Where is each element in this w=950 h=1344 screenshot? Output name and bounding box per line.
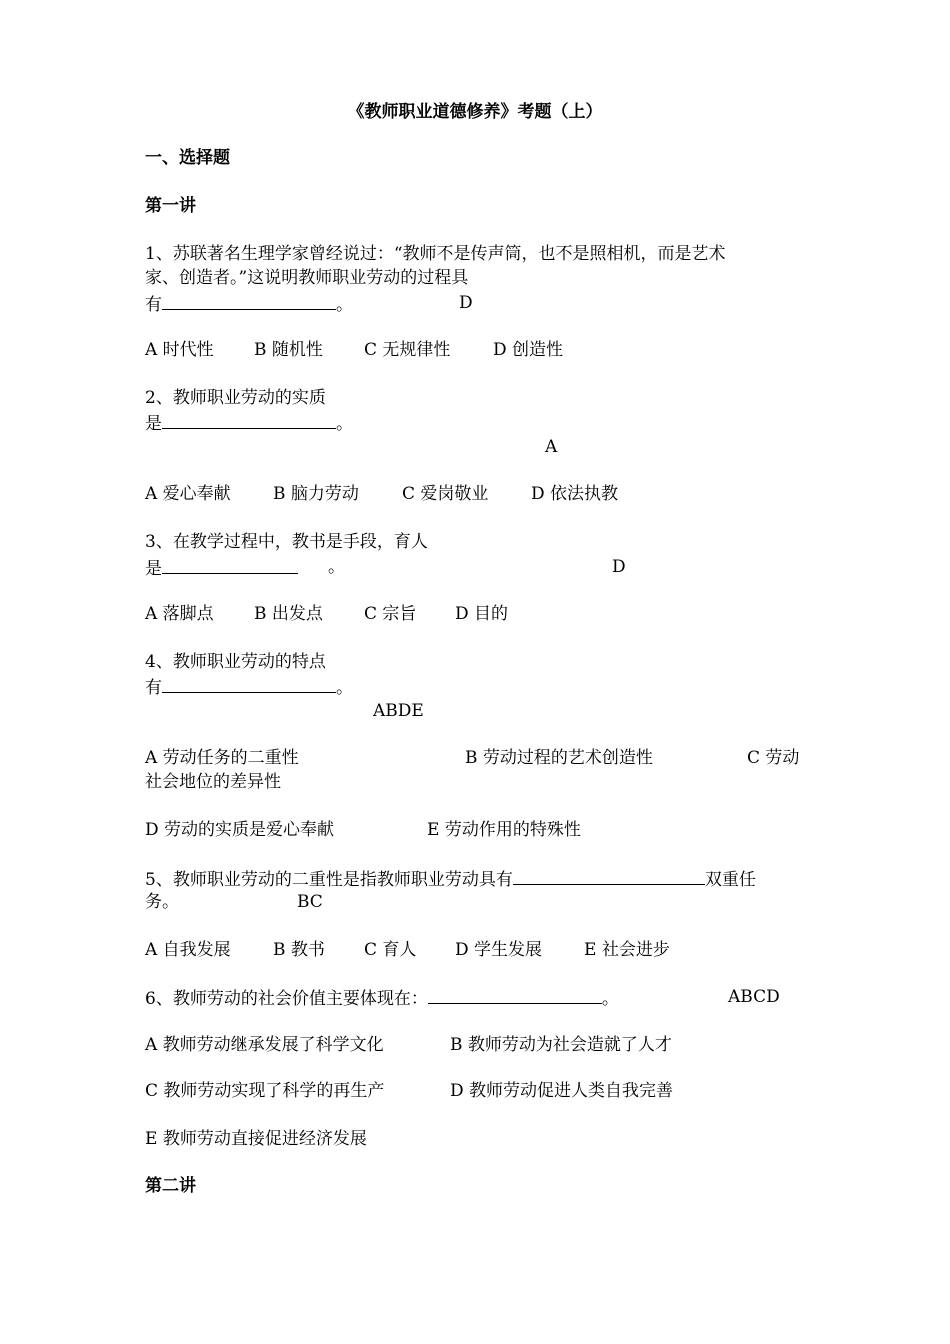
question-6-line-1 (145, 987, 619, 1009)
question-3-option-d: D 目的 (455, 604, 509, 624)
question-2-suffix: 。 (336, 414, 353, 434)
question-3-option-a: A 落脚点 (145, 604, 214, 624)
question-2-blank-line (145, 412, 353, 434)
question-4-option-b: B 劳动过程的艺术创造性 (465, 748, 653, 768)
question-4-suffix: 。 (336, 678, 353, 698)
question-4-option-a: A 劳动任务的二重性 (145, 748, 299, 768)
question-1-option-d: D 创造性 (493, 340, 564, 360)
question-3-prefix: 是 (145, 559, 162, 579)
question-4-line-1: 4、教师职业劳动的特点 (145, 652, 326, 672)
question-4-option-c: C 劳动 (747, 748, 800, 768)
question-2-answer: A (545, 437, 558, 457)
question-5-option-c: C 育人 (364, 940, 417, 960)
question-5-option-d: D 学生发展 (455, 940, 543, 960)
question-5-blank (513, 868, 705, 885)
question-1-option-c: C 无规律性 (364, 340, 451, 360)
question-1-suffix: 。 (336, 295, 353, 315)
question-6-option-c: C 教师劳动实现了科学的再生产 (145, 1081, 385, 1101)
lecture-heading-1: 第一讲 (145, 196, 196, 216)
question-5-option-a: A 自我发展 (145, 940, 231, 960)
question-2-line-1: 2、教师职业劳动的实质 (145, 388, 326, 408)
question-3-option-c: C 宗旨 (364, 604, 417, 624)
question-1-blank (162, 293, 336, 310)
lecture-heading-2: 第二讲 (145, 1176, 196, 1196)
question-1-line-1: 1、苏联著名生理学家曾经说过：“教师不是传声筒，也不是照相机，而是艺术 (145, 244, 726, 264)
question-5-option-b: B 教书 (273, 940, 325, 960)
question-5-option-e: E 社会进步 (584, 940, 670, 960)
question-5-line-1 (145, 868, 756, 890)
question-3-option-b: B 出发点 (254, 604, 323, 624)
question-3-suffix: 。 (328, 557, 345, 577)
question-4-option-e: E 劳动作用的特殊性 (427, 820, 581, 840)
question-4-option-c-cont: 社会地位的差异性 (145, 772, 281, 792)
question-3-answer: D (612, 557, 626, 577)
question-5-answer: BC (297, 892, 323, 912)
question-4-blank-line (145, 676, 353, 698)
question-1-option-a: A 时代性 (145, 340, 214, 360)
question-5-after: 双重任 (704, 870, 756, 890)
question-1-answer: D (459, 293, 473, 313)
question-4-blank (162, 676, 336, 693)
question-3-line-1: 3、在教学过程中，教书是手段，育人 (145, 532, 428, 552)
question-6-option-e: E 教师劳动直接促进经济发展 (145, 1129, 367, 1149)
question-6-option-d: D 教师劳动促进人类自我完善 (450, 1081, 674, 1101)
question-5-line-2: 务。 (145, 892, 179, 912)
question-5-text: 5、教师职业劳动的二重性是指教师职业劳动具有 (145, 870, 513, 890)
question-6-option-b: B 教师劳动为社会造就了人才 (450, 1035, 672, 1055)
question-6-answer: ABCD (728, 987, 780, 1007)
question-4-prefix: 有 (145, 678, 162, 698)
question-1-blank-line (145, 293, 353, 315)
question-2-prefix: 是 (145, 414, 162, 434)
question-2-option-b: B 脑力劳动 (273, 484, 359, 504)
question-3-blank-line (145, 557, 298, 579)
question-2-blank (162, 412, 336, 429)
question-4-option-d: D 劳动的实质是爱心奉献 (145, 820, 335, 840)
question-4-answer: ABDE (373, 701, 424, 721)
question-1-line-2: 家、创造者。”这说明教师职业劳动的过程具 (145, 268, 469, 288)
question-6-option-a: A 教师劳动继承发展了科学文化 (145, 1035, 384, 1055)
question-2-option-d: D 依法执教 (531, 484, 619, 504)
question-2-option-a: A 爱心奉献 (145, 484, 231, 504)
question-6-suffix: 。 (601, 989, 619, 1009)
question-1-option-b: B 随机性 (254, 340, 323, 360)
question-2-option-c: C 爱岗敬业 (402, 484, 489, 504)
question-6-text: 6、教师劳动的社会价值主要体现在： (145, 989, 428, 1009)
question-3-blank (162, 557, 298, 574)
question-1-prefix: 有 (145, 295, 162, 315)
section-heading: 一、选择题 (145, 148, 230, 168)
question-6-blank (428, 987, 602, 1004)
document-title: 《教师职业道德修养》考题（上） (347, 102, 603, 122)
